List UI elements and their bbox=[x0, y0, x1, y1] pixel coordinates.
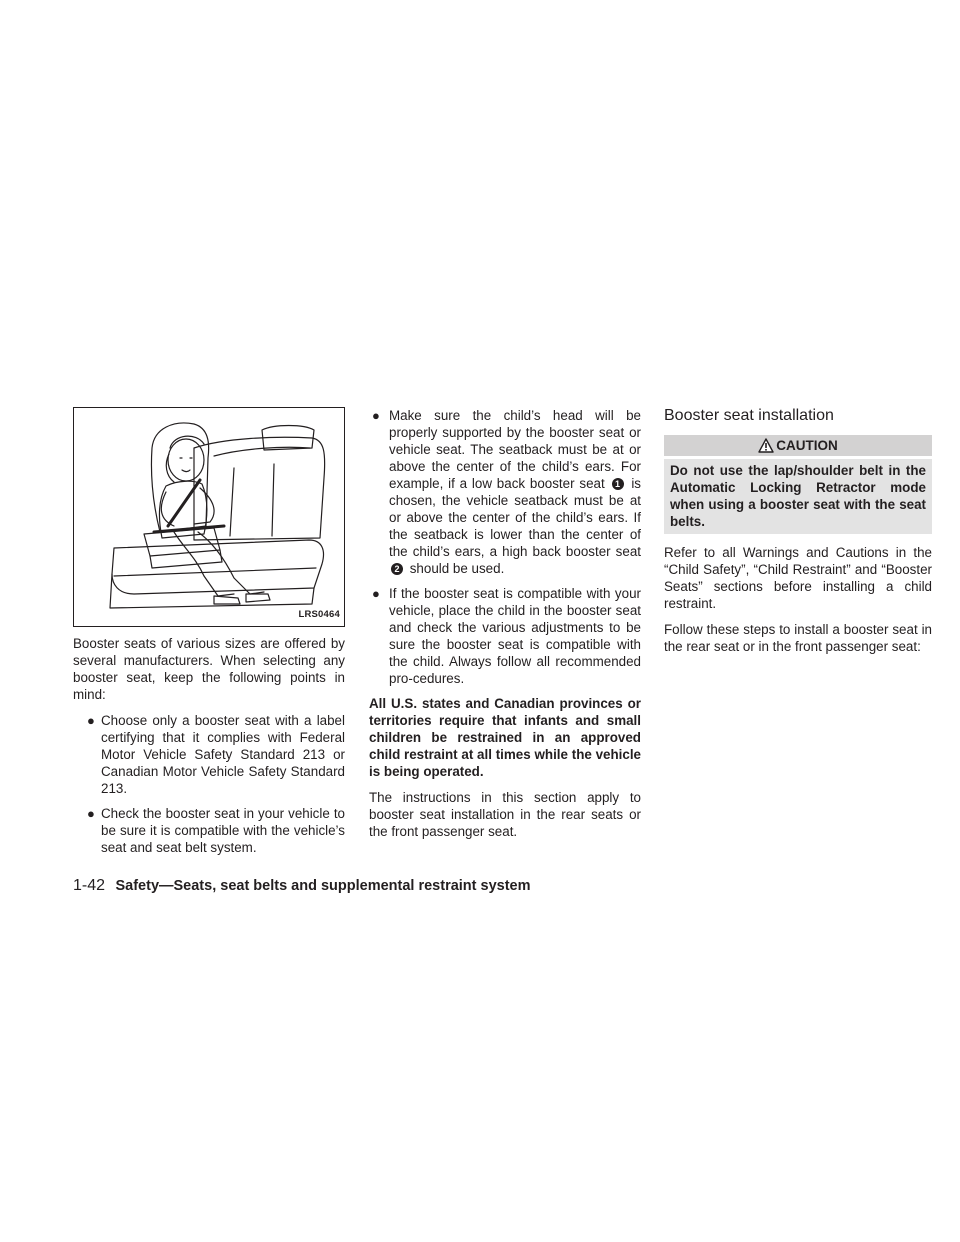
chapter-title: Safety—Seats, seat belts and supplemental restraint system bbox=[115, 878, 531, 894]
list-item bbox=[369, 407, 641, 577]
warnings-reference-paragraph: Refer to all Warnings and Cautions in the “Child Safety”, “Child Restraint” and “Booster Seats” sections before installing a child restraint. bbox=[664, 545, 932, 611]
bullet-icon: ● bbox=[372, 586, 380, 601]
instructions-scope-paragraph: The instructions in this section apply to booster seat installation in the rear seats or the front passenger seat. bbox=[369, 790, 641, 839]
booster-seat-illustration bbox=[73, 407, 345, 627]
caution-label: CAUTION bbox=[776, 438, 838, 453]
list-item-text: Choose only a booster seat with a label certifying that it complies with Federal Motor Vehicle Safety Standard 213 or Canadian Motor Vehicle Safety Standard 213. bbox=[101, 713, 345, 796]
list-item bbox=[73, 712, 345, 797]
callout-number-icon: 2 bbox=[391, 563, 403, 575]
middle-column bbox=[369, 407, 641, 849]
selection-points-list bbox=[73, 712, 345, 856]
legal-requirement-paragraph: All U.S. states and Canadian provinces or territories require that infants and small children be restrained in an approved child restraint at all times while the vehicle is being operated. bbox=[369, 696, 641, 779]
section-heading: Booster seat installation bbox=[664, 407, 834, 424]
right-column bbox=[664, 407, 932, 664]
intro-paragraph: Booster seats of various sizes are offered by several manufacturers. When selecting any booster seat, keep the following points in mind: bbox=[73, 636, 345, 702]
child-in-booster-seat-drawing bbox=[74, 408, 344, 626]
figure-code: LRS0464 bbox=[298, 609, 340, 620]
page-number: 1-42 bbox=[73, 877, 106, 894]
bullet-icon: ● bbox=[372, 408, 380, 423]
list-item bbox=[369, 585, 641, 687]
head-support-list bbox=[369, 407, 641, 687]
list-item bbox=[73, 805, 345, 856]
warning-triangle-icon bbox=[758, 438, 774, 453]
list-item-text: Check the booster seat in your vehicle to be sure it is compatible with the vehicle’s seat and seat belt system. bbox=[101, 806, 345, 855]
steps-intro-paragraph: Follow these steps to install a booster seat in the rear seat or in the front passenger seat: bbox=[664, 622, 932, 654]
left-column bbox=[73, 407, 345, 864]
bullet-icon: ● bbox=[87, 806, 95, 821]
list-item-text: If the booster seat is compatible with your vehicle, place the child in the booster seat and check the various adjustments to be sure the booster seat is compatible with the child. Always follow all recommended pro-cedures. bbox=[389, 586, 641, 686]
list-item-text-part: Make sure the child’s head will be properly supported by the booster seat or vehicle seat. The seatback must be at or above the center of the child’s ears. For example, if a low back booster seat bbox=[389, 408, 641, 491]
callout-number-icon: 1 bbox=[612, 478, 624, 490]
caution-header bbox=[664, 435, 932, 456]
page-footer bbox=[73, 877, 531, 895]
list-item-text-part: should be used. bbox=[409, 561, 505, 576]
bullet-icon: ● bbox=[87, 713, 95, 728]
list-item-text-part: is chosen, the vehicle seatback must be at or above the center of the child’s ears. If the seatback is lower than the center of the child’s ears, a high back booster seat bbox=[389, 476, 641, 559]
caution-text: Do not use the lap/shoulder belt in the Automatic Locking Retractor mode when using a booster seat with the seat belts. bbox=[664, 459, 932, 534]
